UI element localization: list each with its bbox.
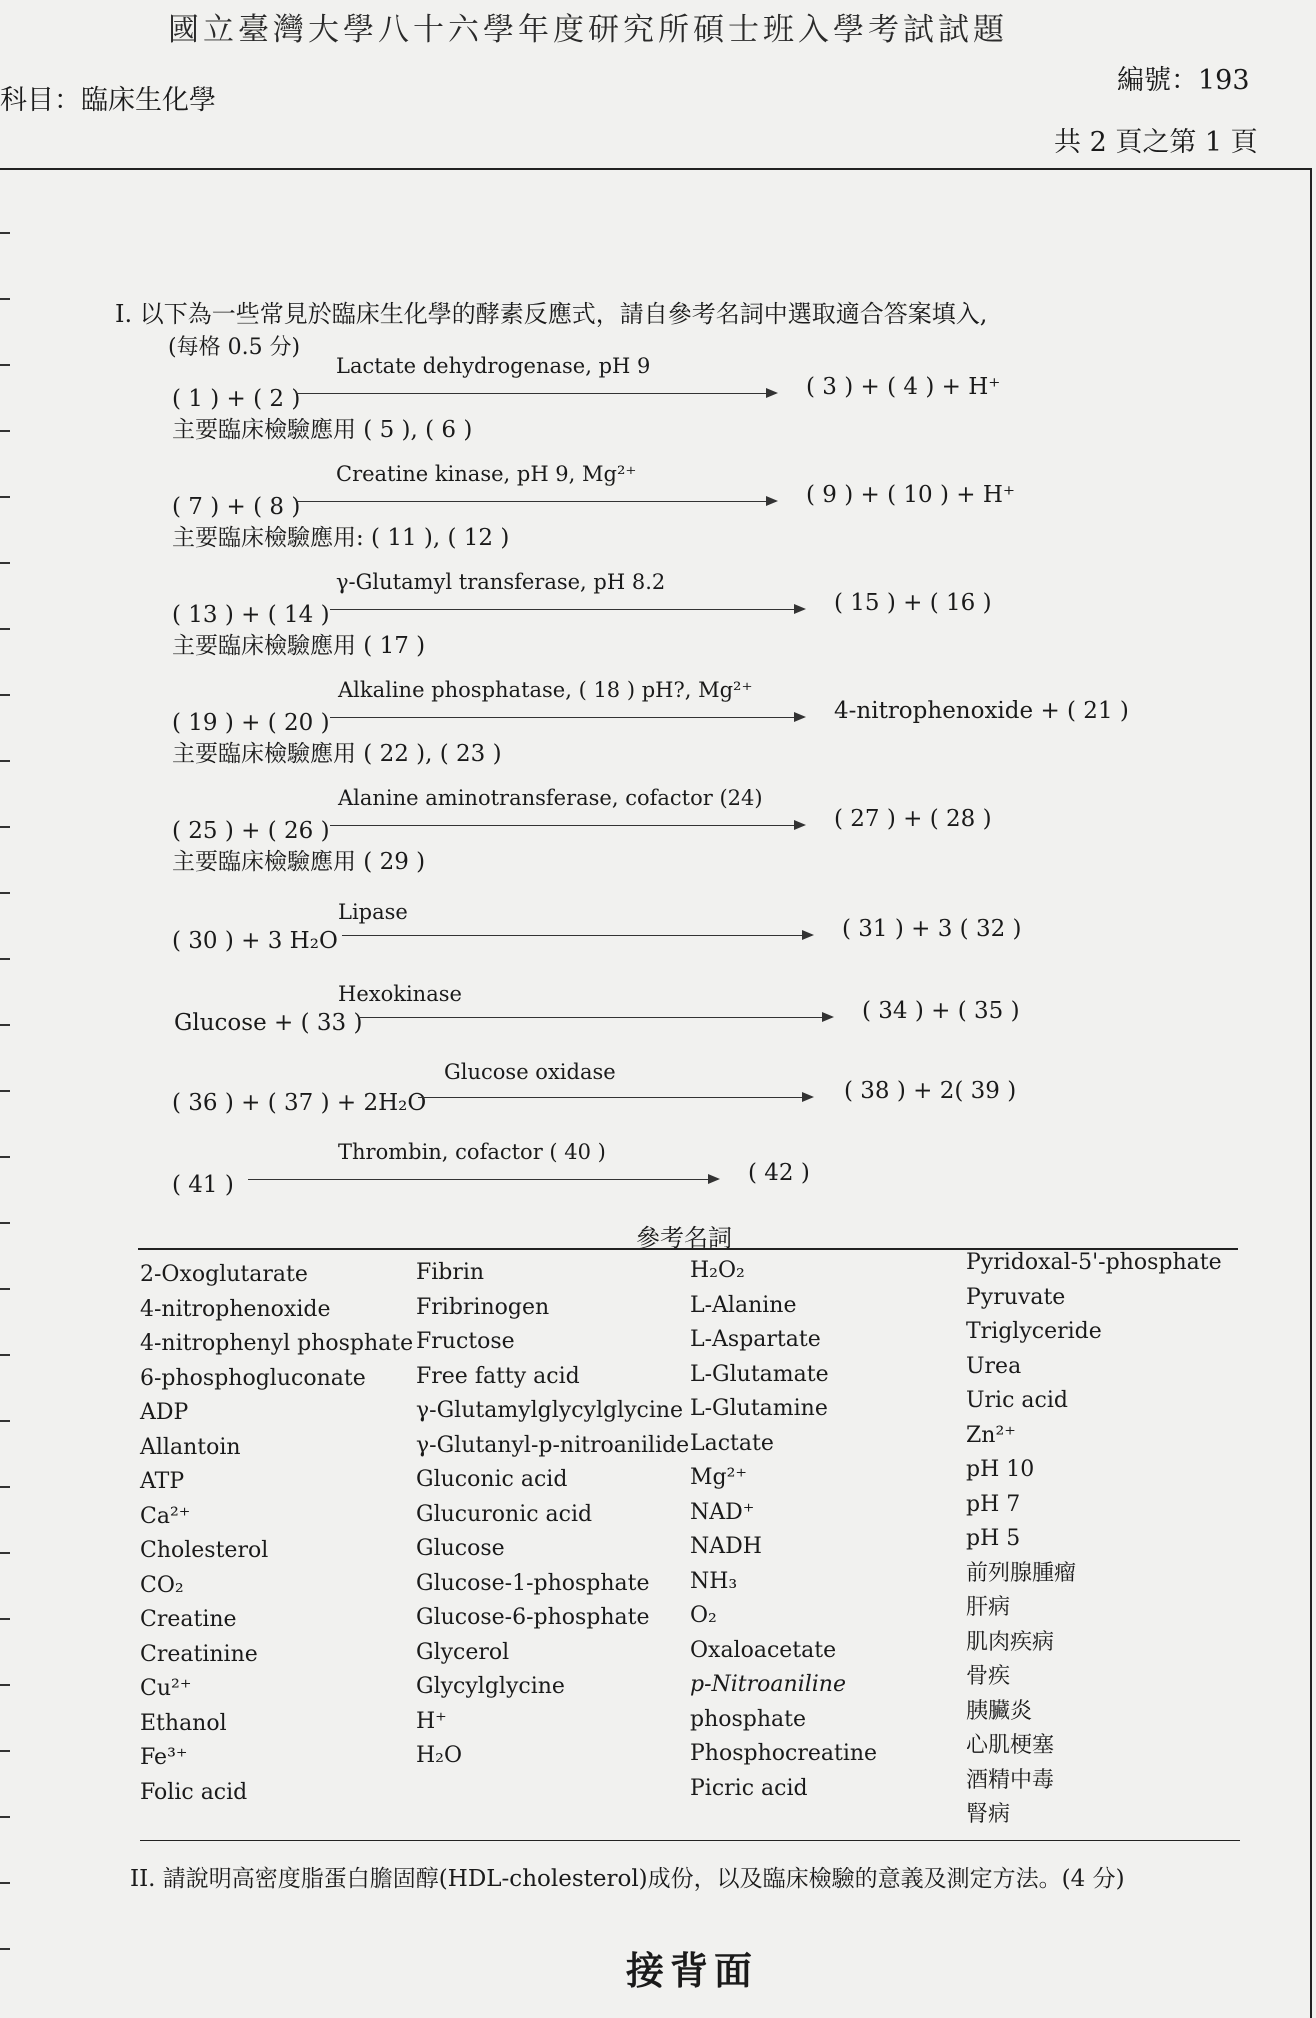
- reaction-arrow: [358, 1017, 832, 1018]
- reference-column-1: [140, 1258, 413, 1810]
- list-item: Cu²⁺: [140, 1676, 192, 1701]
- list-item: L-Aspartate: [690, 1327, 821, 1352]
- section1-instruction: I. 以下為一些常見於臨床生化學的酵素反應式，請自參考名詞中選取適合答案填入,: [115, 300, 988, 328]
- continue-on-back: 接背面: [626, 1948, 759, 1993]
- reaction-arrow: [342, 935, 812, 936]
- list-item: O₂: [690, 1603, 717, 1628]
- list-item: L-Alanine: [690, 1292, 797, 1318]
- list-item: Allantoin: [140, 1434, 241, 1460]
- reference-title: 參考名詞: [636, 1224, 732, 1252]
- reaction-rhs: ( 38 ) + 2( 39 ): [844, 1078, 1017, 1104]
- list-item: Glucose-1-phosphate: [416, 1570, 650, 1596]
- list-item: Oxaloacetate: [690, 1637, 837, 1663]
- list-item: Urea: [966, 1353, 1022, 1379]
- list-item: ADP: [140, 1400, 189, 1425]
- list-item: Glucose: [416, 1536, 505, 1561]
- list-item: Fructose: [416, 1329, 515, 1354]
- list-item: Glycylglycine: [416, 1674, 565, 1699]
- enzyme-label: Lactate dehydrogenase, pH 9: [336, 354, 651, 378]
- list-item: H₂O: [416, 1743, 463, 1768]
- reference-column-2: [416, 1256, 689, 1774]
- enzyme-label: Alanine aminotransferase, cofactor (24): [338, 786, 763, 810]
- list-item: Folic acid: [140, 1779, 248, 1805]
- list-item: 酒精中毒: [966, 1767, 1055, 1793]
- reaction-lhs: ( 30 ) + 3 H₂O: [172, 928, 338, 954]
- list-item: L-Glutamine: [690, 1396, 828, 1421]
- reaction-lhs: ( 19 ) + ( 20 ): [172, 710, 330, 736]
- reaction-application: 主要臨床檢驗應用 ( 17 ): [172, 633, 426, 659]
- reaction-arrow: [296, 393, 776, 394]
- reaction-application: 主要臨床檢驗應用 ( 29 ): [172, 849, 426, 875]
- list-item: pH 10: [966, 1457, 1035, 1482]
- list-item: Glycerol: [416, 1639, 510, 1665]
- reaction-lhs: ( 25 ) + ( 26 ): [172, 818, 330, 844]
- list-item: H₂O₂: [690, 1258, 745, 1283]
- reaction-lhs: ( 7 ) + ( 8 ): [172, 494, 301, 520]
- reaction-rhs: ( 27 ) + ( 28 ): [834, 806, 992, 832]
- list-item: Uric acid: [966, 1388, 1068, 1413]
- list-item: CO₂: [140, 1572, 184, 1598]
- list-item: NH₃: [690, 1568, 738, 1594]
- reaction-lhs: ( 13 ) + ( 14 ): [172, 602, 330, 628]
- reaction-lhs: Glucose + ( 33 ): [174, 1010, 363, 1036]
- list-item: Gluconic acid: [416, 1467, 568, 1492]
- exam-number: 編號：193: [1117, 65, 1250, 96]
- list-item: Free fatty acid: [416, 1363, 580, 1389]
- reaction-lhs: ( 36 ) + ( 37 ) + 2H₂O: [172, 1090, 427, 1116]
- list-item: ATP: [140, 1469, 185, 1494]
- list-item: pH 7: [966, 1491, 1021, 1517]
- subject-label: 科目：臨床生化學: [0, 85, 216, 116]
- reaction-arrow: [296, 501, 776, 502]
- reaction-rhs: ( 42 ): [748, 1160, 810, 1186]
- list-item: 2-Oxoglutarate: [140, 1262, 308, 1287]
- section1-score: (每格 0.5 分): [168, 335, 301, 360]
- exam-title: 國立臺灣大學八十六學年度研究所碩士班入學考試試題: [168, 12, 1008, 48]
- enzyme-label: Glucose oxidase: [444, 1060, 616, 1084]
- list-item: Cholesterol: [140, 1538, 269, 1563]
- section2-question: II. 請說明高密度脂蛋白膽固醇(HDL-cholesterol)成份，以及臨床檢驗的意義及測定方法。(4 分): [130, 1866, 1125, 1892]
- list-item: H⁺: [416, 1708, 447, 1734]
- reaction-rhs: ( 3 ) + ( 4 ) + H⁺: [806, 374, 1001, 400]
- list-item: Glucose-6-phosphate: [416, 1605, 650, 1630]
- enzyme-label: Thrombin, cofactor ( 40 ): [338, 1140, 606, 1164]
- enzyme-label: Hexokinase: [338, 982, 462, 1006]
- list-item: Zn²⁺: [966, 1422, 1016, 1448]
- list-item: Phosphocreatine: [690, 1741, 878, 1766]
- enzyme-label: Creatine kinase, pH 9, Mg²⁺: [336, 462, 637, 486]
- list-item: 骨疾: [966, 1664, 1011, 1689]
- list-item: Triglyceride: [966, 1319, 1102, 1344]
- reaction-application: 主要臨床檢驗應用: ( 11 ), ( 12 ): [172, 525, 510, 551]
- enzyme-label: Lipase: [338, 900, 408, 924]
- reference-column-3: [690, 1254, 877, 1806]
- list-item: L-Glutamate: [690, 1361, 829, 1387]
- reaction-arrow: [248, 1179, 718, 1180]
- reaction-arrow: [330, 825, 804, 826]
- list-item: pH 5: [966, 1526, 1021, 1551]
- list-item: p-Nitroaniline: [690, 1672, 846, 1697]
- list-item: Ca²⁺: [140, 1503, 191, 1529]
- enzyme-label: Alkaline phosphatase, ( 18 ) pH?, Mg²⁺: [338, 678, 753, 702]
- reaction-lhs: ( 1 ) + ( 2 ): [172, 386, 301, 412]
- reaction-arrow: [330, 717, 804, 718]
- list-item: Mg²⁺: [690, 1465, 748, 1490]
- reaction-rhs: 4-nitrophenoxide + ( 21 ): [834, 698, 1129, 724]
- list-item: NAD⁺: [690, 1499, 755, 1525]
- list-item: Picric acid: [690, 1775, 808, 1801]
- reaction-application: 主要臨床檢驗應用 ( 5 ), ( 6 ): [172, 417, 473, 443]
- reaction-rhs: ( 9 ) + ( 10 ) + H⁺: [806, 482, 1016, 508]
- list-item: Fribrinogen: [416, 1294, 550, 1320]
- reaction-application: 主要臨床檢驗應用 ( 22 ), ( 23 ): [172, 741, 502, 767]
- list-item: 胰臟炎: [966, 1698, 1033, 1724]
- list-item: 4-nitrophenoxide: [140, 1296, 331, 1322]
- reaction-rhs: ( 34 ) + ( 35 ): [862, 998, 1020, 1024]
- margin-ticks: [0, 168, 10, 2006]
- list-item: Fe³⁺: [140, 1745, 188, 1770]
- list-item: 心肌梗塞: [966, 1733, 1055, 1758]
- list-item: phosphate: [690, 1706, 807, 1732]
- list-item: γ-Glutamylglycylglycine: [416, 1398, 684, 1423]
- list-item: Creatine: [140, 1607, 237, 1632]
- reference-bottom-rule: [140, 1840, 1240, 1841]
- list-item: Glucuronic acid: [416, 1501, 593, 1527]
- list-item: 6-phosphogluconate: [140, 1365, 366, 1391]
- list-item: γ-Glutanyl-p-nitroanilide: [416, 1432, 690, 1458]
- list-item: 前列腺腫瘤: [966, 1560, 1077, 1586]
- list-item: Pyridoxal-5'-phosphate: [966, 1250, 1222, 1275]
- reaction-arrow: [418, 1097, 812, 1098]
- reaction-rhs: ( 31 ) + 3 ( 32 ): [842, 916, 1022, 942]
- list-item: NADH: [690, 1534, 762, 1559]
- reaction-arrow: [330, 609, 804, 610]
- list-item: 肌肉疾病: [966, 1629, 1055, 1655]
- list-item: Fibrin: [416, 1260, 485, 1285]
- list-item: Pyruvate: [966, 1284, 1066, 1310]
- enzyme-label: γ-Glutamyl transferase, pH 8.2: [336, 570, 666, 594]
- reaction-rhs: ( 15 ) + ( 16 ): [834, 590, 992, 616]
- list-item: 肝病: [966, 1595, 1011, 1620]
- page-indicator: 共 2 頁之第 1 頁: [1054, 127, 1258, 158]
- reaction-lhs: ( 41 ): [172, 1172, 234, 1198]
- list-item: Ethanol: [140, 1710, 227, 1736]
- reference-column-4: [966, 1246, 1222, 1833]
- list-item: Lactate: [690, 1430, 774, 1456]
- list-item: 4-nitrophenyl phosphate: [140, 1331, 414, 1356]
- list-item: 腎病: [966, 1802, 1011, 1827]
- list-item: Creatinine: [140, 1641, 258, 1667]
